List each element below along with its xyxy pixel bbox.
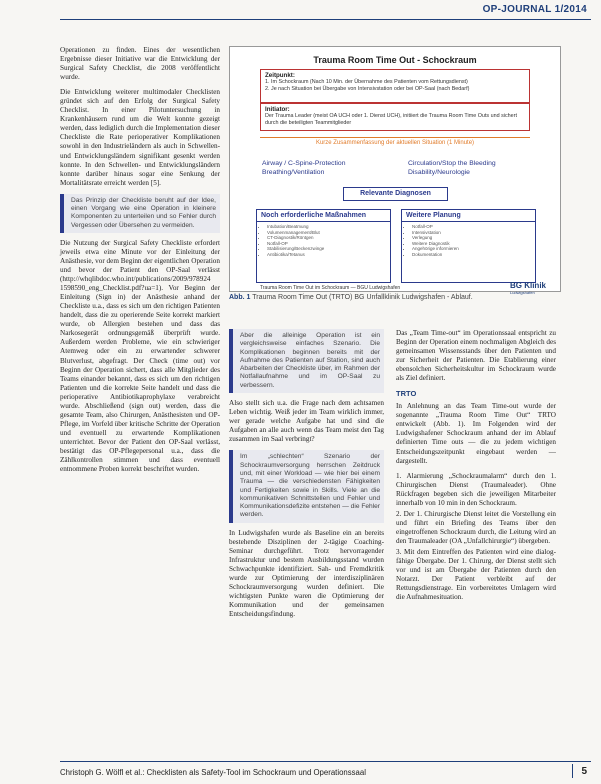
highlight-note	[229, 450, 384, 522]
measures-heading: Noch erforderliche Maßnahmen	[257, 210, 390, 222]
list-item: • Notfall-OP	[412, 224, 535, 230]
abcde-left	[262, 159, 345, 177]
list-item: 1. Alarmierung „Schockraumalarm“ durch den 1. Chirurgischen Dienst (Traumaleader). Ohne Rückfragen begeben sich die jeweiligen Mitarbeiter innerhalb von 10 min in den Schockraum.	[396, 471, 556, 507]
paragraph: In Anlehnung an das Team Time-out wurde der sogenannte „Trauma Room Time Out“ TRTO entwickelt (Abb. 1). Im Folgenden wird der Ludwigshafener Schockraum anhand der im Ablauf definierten Time outs — die zu jedem wichtigen Entscheidungszeitpunkt eingebaut werden — dargestellt.	[396, 402, 556, 465]
list-item: • Stabilisierung/Beckenzwinge	[267, 246, 390, 252]
paragraph: Die Entwicklung weiterer multimodaler Checklisten gründet sich auf den Erfolg der Surgical Safety Checklist. In einer Pilotuntersuchung in Krankenhäusern rund um die Welt konnte gezeigt werden, dass lediglich durch die Implementation dieser Checkliste die Rate perioperativer Komplikationen sowohl in den Industrieländern als auch in Schwellen- und Entwicklungsländern signifikant gesenkt werden konnte. In den Schwellen- und Entwicklungsländern konnte darüber hinaus sogar eine Senkung der Mortalitätsrate erreicht werden [5].	[60, 88, 220, 187]
paragraph: Operationen zu finden. Eines der wesentlichen Ergebnisse dieser Initiative war die Entwicklung der Surgical Safety Checklist, die 2008 veröffentlicht wurde.	[60, 46, 220, 82]
initiator-text: Der Trauma Leader (meist OA UCH oder 1. Dienst UCH), initiiert die Trauma Room Time Outs und sichert durch die beteiligten Teammitglieder	[265, 113, 517, 126]
timing-line: 2. Je nach Situation bei Übergabe von Intensivstation oder bei OP-Saal (nach Bedarf)	[265, 85, 470, 92]
figure-trto-flowchart	[229, 46, 561, 295]
list-item: • Intubation/Beatmung	[267, 224, 390, 230]
column-middle	[229, 329, 384, 625]
abcde-right	[408, 159, 496, 177]
note-text: Aber die alleinige Operation ist ein vergleichsweise einfaches Szenario. Die Komplikationen beginnen bereits mit der Aufnahme des Patienten auf Station, sind auch Abarbeiten der Checkliste über, im Rahmen der Notfallaufnahme und im OP-Saal zu verbessern.	[240, 332, 380, 389]
logo-subtext: Ludwigshafen	[509, 290, 535, 295]
diagnoses-box: Relevante Diagnosen	[343, 187, 448, 201]
airway-item: Airway / C-Spine-Protection	[262, 160, 346, 167]
note-text: Im „schlechten“ Szenario der Schockraumversorgung herrschen Zeitdruck und, mit einer Workload — wie hier bei einem Trauma — die verschiedensten Fähigkeiten und Fertigkeiten sowie in Skills. Viele an die kommunikativen Schnittstellen und Fehler und Kommunikationsdefizite entstehen — die Fehler werden.	[240, 453, 381, 519]
planning-heading: Weitere Planung	[402, 210, 535, 222]
logo-text: BG Klinik	[509, 281, 546, 290]
timing-label: Zeitpunkt:	[265, 72, 295, 79]
list-item: • Angehörige informieren	[412, 246, 535, 252]
page-number: 5	[581, 766, 587, 777]
numbered-list	[396, 472, 556, 603]
figure-title: Trauma Room Time Out - Schockraum	[313, 55, 477, 65]
paragraph: Die Nutzung der Surgical Safety Checkliste erfordert jeweils etwa eine Minute vor der Einleitung der Anästhesie, vor dem Beginn der eigentlichen Operation und bevor der Patient den OP-Saal verlässt (http://whqlibdoc.who.int/publications/2009/978924 1598590_eng_Checklist.pdf?ua=1). Vor Beginn der Einleitung (Sign in) der Anästhesie anhand der Checkliste u.a., dass es sich um den richtigen Patienten handelt, dass die zu operierende Seite korrekt markiert wurde, ob Allergien bestehen und dass das Narkosegerät ordnungsgemäß überprüft wurde. Außerdem werden Probleme, wie ein schwieriger Atemweg oder ein zu erwartender schwerer Blutverlust, abgefragt. Der Check (time out) vor Beginn der Operation sichert, dass alle Mitglieder des Teams einander bekannt, dass es sich um den richtigen Patienten und die korrekte Seite handelt und dass die perioperative Antibiotikaprophylaxe verabreicht wurde. Abschließend (sign out) werden, dass die gesamte Team, also Chirurgen, Anästhesisten und OP-Pflege, im Vorfeld über kritische Schritte der Operation und eventuell zu erwartende Komplikationen unterrichtet. Bevor der Patient den OP-Saal verlässt, bestätigt das OP-Pflegepersonal u.a., dass die Zählkontrollen stimmen und dass eventuell entnommene Proben korrekt beschriftet wurden.	[60, 238, 220, 474]
highlight-note	[229, 329, 384, 393]
running-footer: Christoph G. Wölfl et al.: Checklisten als Safety-Tool im Schockraum und Operationssaal	[60, 768, 366, 777]
section-heading: TRTO	[396, 389, 417, 399]
breathing-item: Breathing/Ventilation	[262, 169, 325, 176]
situation-summary: Kurze Zusammenfassung der aktuellen Situation (1 Minute)	[315, 140, 475, 146]
list-item: • Volumenmanagement/Blut	[267, 230, 390, 236]
measures-box	[256, 209, 391, 283]
list-item: • Weitere Diagnostik	[412, 241, 535, 247]
measures-list	[257, 224, 390, 257]
list-item: • Verlegung	[412, 235, 535, 241]
paragraph: Das „Team Time-out“ im Operationssaal entspricht zu Beginn der Operation einem nochmaligen Abgleich des gemeinsamen Wissensstands über den Patienten und zur Sicherheit der Patienten. Die Etablierung einer ebensolchen Sicherheitskultur im Schockraum wurde als Ziel definiert.	[396, 329, 556, 383]
column-left	[60, 46, 220, 480]
journal-header: OP-JOURNAL 1/2014	[482, 4, 587, 15]
bg-klinik-logo	[510, 281, 546, 295]
list-item: • CT-Diagnostik/Röntgen	[267, 235, 390, 241]
list-item: • Intensivstation	[412, 230, 535, 236]
list-item: 2. Der 1. Chirurgische Dienst leitet die Vorstellung ein und führt ein Briefing des Teams über den eingetroffenen Schockraum durch, die Leitung wird an den Traumaleader (OA „Unfallchirurgie“) übergeben.	[396, 509, 556, 545]
list-item: • Notfall-OP	[267, 241, 390, 247]
initiator-box	[260, 103, 530, 131]
timing-line: 1. Im Schockraum (Nach 10 Min. der Übernahme des Patienten vom Rettungsdienst)	[265, 79, 468, 85]
figure-caption	[229, 294, 559, 301]
list-item: • Antibiotika/Tetanus	[267, 252, 390, 258]
column-right	[396, 329, 556, 604]
initiator-label: Initiator:	[265, 106, 290, 113]
list-item: 3. Mit dem Eintreffen des Patienten wird eine dialog-fähige Übergabe. Der 1. Chirurg, der Dienst stellt sich vor und ist am Übergabe der Patienten durch den Notarzt. Der Patient verbleibt auf der Rettungsdienstrage. Ein vorbereitetes Umlagern wird die Aufnahmesituation.	[396, 547, 556, 602]
divider	[260, 137, 530, 138]
header-rule	[60, 19, 591, 20]
paragraph: Also stellt sich u.a. die Frage nach dem achtsamen Leben wichtig. Weiß jeder im Team wirklich immer, wer gerade welche Aufgabe hat und sind die Aufgaben an alle auch wenn das Team meist den Tag zusammen im Saal verbringt?	[229, 399, 384, 444]
paragraph: In Ludwigshafen wurde als Baseline ein an bereits bestehende Disziplinen der 2-tägige Coaching-Seminar durchgeführt. Trotz hervorragender Infrastruktur und bestem Ausbildungsstand wurden Schwachpunkte identifiziert. Sah- und Fremdkritik wurde zur Optimierung der interdisziplinären Schockraumversorgung wurden definiert. Die wichtigsten Punkte waren die Optimierung der Kommunikation und der gemeinsamen Entscheidungsfindung.	[229, 528, 384, 619]
page-divider	[572, 764, 573, 778]
circulation-item: Circulation/Stop the Bleeding	[408, 160, 496, 167]
figure-footer-text: Trauma Room Time Out im Schockraum — BGU Ludwigshafen	[260, 285, 401, 291]
list-item: • Dokumentation	[412, 252, 535, 258]
caption-text: Trauma Room Time Out (TRTO) BG Unfallklinik Ludwigshafen - Ablauf.	[252, 294, 473, 301]
planning-list	[402, 224, 535, 257]
highlight-note	[60, 194, 220, 233]
planning-box	[401, 209, 536, 283]
note-text: Das Prinzip der Checkliste beruht auf der Idee, einen Vorgang wie eine Operation in kleinere Komponenten zu unterteilen und so Fehler durch Vergessen oder Übersehen zu vermeiden.	[71, 196, 216, 229]
caption-label: Abb. 1	[229, 294, 251, 301]
footer-rule	[60, 761, 591, 762]
timing-box	[260, 69, 530, 103]
disability-item: Disability/Neurologie	[408, 169, 470, 176]
